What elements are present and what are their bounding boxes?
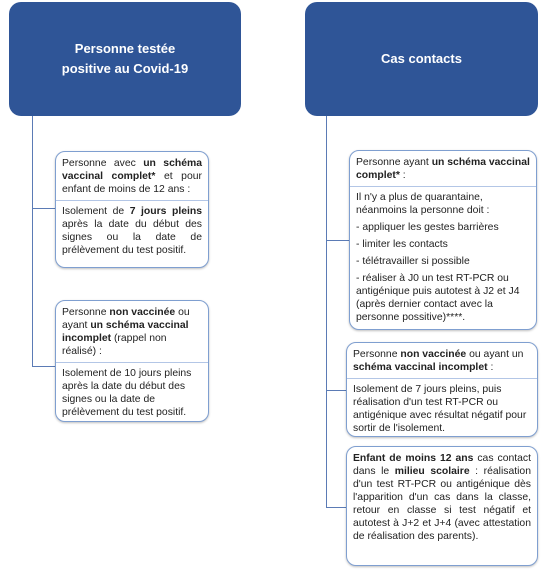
emphasis: milieu scolaire [394,466,470,477]
card-vaccinated-positive-body [62,205,202,257]
list-item: - réaliser à J0 un test RT-PCR ou antigénique puis autotest à J2 et J4 (après dernier contact avec la personne possitive)****. [356,273,520,323]
card-unvaccinated-positive-body: Isolement de 10 jours pleins après la date du début des signes ou la date de prélèvement du test positif. [62,368,192,418]
text: : [487,362,494,373]
card-vaccinated-positive-intro [62,157,202,196]
card-unvaccinated-contact [346,342,538,437]
emphasis: un schéma vaccinal incomplet [62,320,189,344]
text: cas contact dans le [353,453,531,477]
card-unvaccinated-contact-body: Isolement de 7 jours pleins, puis réalisation d'un test RT-PCR ou antigénique avec résultat négatif pour sortir de l'isolement. [353,384,527,434]
header-positive-person [9,2,241,116]
list-item: - télétravailler si possible [356,256,470,267]
text: (rappel non réalisé) : [62,333,167,357]
emphasis: non vaccinée [109,307,176,318]
left-trunk-line [32,116,33,366]
right-branch-line-2 [326,390,346,391]
divider [56,362,208,363]
card-vaccinated-positive [55,151,209,268]
text: ou ayant [62,307,190,331]
divider [56,200,208,201]
emphasis: 7 jours pleins [129,206,202,217]
text: après la date du début des signes ou la date de prélèvement du test positif. [62,219,202,256]
text: Personne avec [62,158,144,169]
left-branch-line-1 [32,208,55,209]
card-vaccinated-contact-lead: Il n'y a plus de quarantaine, néanmoins la personne doit : [356,192,490,216]
text: Isolement de [62,206,130,217]
text: Personne [353,349,401,360]
text: et pour enfant de moins de 12 ans : [62,171,202,195]
card-child-school-contact [346,446,538,566]
emphasis: Enfant de moins 12 ans [353,453,474,464]
header-contact-cases-label: Cas contacts [381,50,462,66]
divider [347,378,537,379]
text: : [399,170,406,181]
emphasis: un schéma vaccinal complet* [62,158,202,182]
right-trunk-line [326,116,327,508]
card-unvaccinated-positive-intro [62,306,202,358]
text: Personne ayant [356,157,432,168]
emphasis: non vaccinée [400,349,467,360]
text: ou ayant un [466,349,524,360]
card-unvaccinated-contact-intro [353,348,531,374]
emphasis: un schéma vaccinal complet* [356,157,530,181]
right-branch-line-1 [326,240,349,241]
divider [350,186,536,187]
right-branch-line-3 [326,507,346,508]
list-item: - appliquer les gestes barrières [356,222,499,233]
card-vaccinated-contact-intro [356,156,530,182]
card-vaccinated-contact [349,150,537,330]
text: Personne [62,307,110,318]
emphasis: schéma vaccinal incomplet [353,362,488,373]
list-item: - limiter les contacts [356,239,448,250]
card-child-school-contact-body [353,452,531,543]
card-unvaccinated-positive [55,300,209,422]
header-contact-cases [305,2,538,116]
left-branch-line-2 [32,366,55,367]
text: : réalisation d'un test RT-PCR ou antigénique dès l'apparition d'un cas dans la classe, retour en classe si test négatif et autotest à J+2 et J+4 (avec attestation de réalisation des parents). [353,466,531,542]
header-positive-person-label: Personne testée positive au Covid-19 [61,40,189,76]
